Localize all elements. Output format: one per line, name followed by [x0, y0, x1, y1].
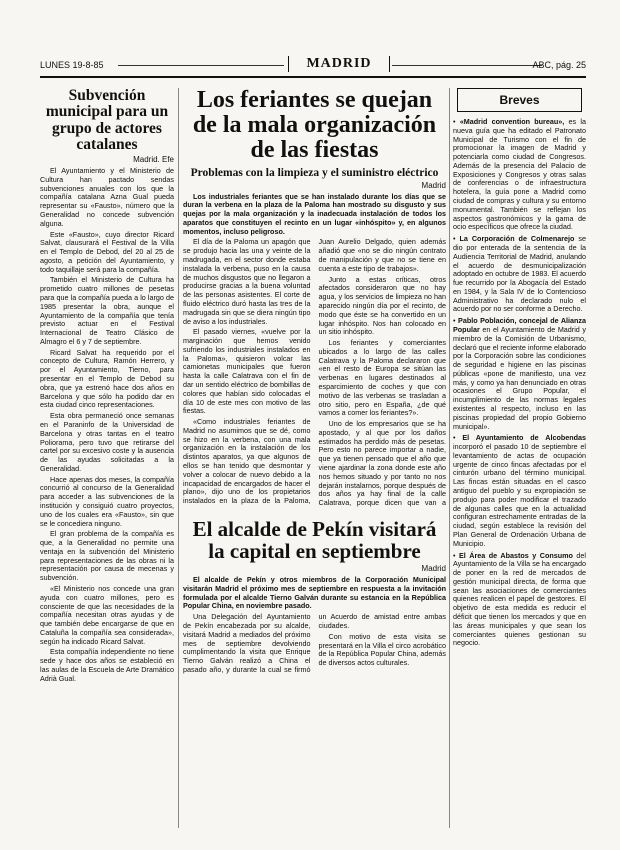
brief-text: del Ayuntamiento de la Villa se ha encargado de poner en la red de mercados de gestión municipal directa, de forma que sean las asociaciones de comerciantes quienes realicen el papel de gestores. El objetivo de esta medida es reducir el déficit que tienen los mercados y que en las áreas municipales y que sean los comerciantes quienes gestionan su negocio.	[453, 550, 586, 648]
main-article	[183, 88, 446, 828]
main-paragraph: «Como industriales feriantes de Madrid no asumimos que se dé, como se hizo en la verbena, con una mala organización en la instalación de los distintos aparatos, ya que algunos de ellos se han tenido que desmontar y volver a colocar de nuevo debido a la incapacidad de encargados de hacer el plano», dijo uno de los propietarios instalados en la plaza de la Paloma, Juan Aurelio Delgado, quien además añadió que «no se dio ningún contrato de manipulación y que no se tiene en cuenta a este tipo de trabajos».	[183, 238, 446, 506]
brief-head: La Corporación de Colmenarejo	[459, 234, 575, 244]
left-paragraph: Esta compañía independiente no tiene sede y hace dos años se estableció en las aulas de la Escuela de Arte Dramático Adrià Gual.	[40, 647, 174, 683]
second-paragraph: Una Delegación del Ayuntamiento de Pekín encabezada por su alcalde, visitará Madrid a mediados del próximo mes de septiembre devolviendo cumplimentando la visita que Enrique Tierno Galván realizó a China el pasado año, y durante la cual se firmó un Acuerdo de amistad entre ambas ciudades.	[183, 612, 446, 674]
bullet-icon: •	[453, 433, 463, 443]
left-paragraph: Este «Fausto», cuyo director Ricard Salvat, clausurará el Festival de la Villa en el Templo de Debod, del 20 al 25 de agosto, a petición del Ayuntamiento, y todo taquillaje será para la compañía.	[40, 229, 174, 274]
main-headline: Los feriantes se quejan de la mala organización de las fiestas	[192, 88, 437, 164]
left-paragraph: También el Ministerio de Cultura ha prometido cuatro millones de pesetas para que la compañía pueda a lo largo de 1985 presentar la obra, aunque el Ayuntamiento de la compañía que tenía previsto actuar en el Festival Internacional de Teatro Clásico de Almagro el 6 y 7 de septiembre.	[40, 275, 174, 346]
left-body	[40, 167, 174, 684]
left-headline: Subvención municipal para un grupo de actores catalanes	[45, 88, 169, 153]
left-paragraph: Hace apenas dos meses, la compañía concurrió al concurso de la Generalidad para acceder a las subvenciones de la institución y consiguió cuatro proyectos, uno de los cuales era «Fausto», sin que se le concediera ninguno.	[40, 474, 174, 528]
left-paragraph: El gran problema de la compañía es que, a la Generalidad no permite una ventaja en la subvención del Ministerio para representaciones de las obras ni la representación por causa de mecenas y subvención.	[40, 529, 174, 583]
brief-text: en el Ayuntamiento de Madrid y miembro de la Comisión de Urbanismo, declaró que el reciente informe elaborado por la Corporación sobre las condiciones de seguridad e higiene en las piscinas públicas «pone de manifiesto, una vez más, y como ya han denunciado en otras ocasiones el Grupo Popular, el incumplimiento de las normas legales existentes al respecto, incluso en las piscinas propiedad del propio Gobierno municipal».	[453, 324, 586, 431]
briefs-list	[453, 118, 586, 648]
column-divider-right	[449, 88, 450, 828]
left-paragraph: Esta obra permaneció once semanas en el Paraninfo de la Universidad de Barcelona y otras tantas en el teatro Poliorama, pero tuvo que retirarse del cartel por su excesivo coste y la ausencia de las ayudas solicitadas a la Generalidad.	[40, 411, 174, 473]
briefs-column	[453, 88, 586, 828]
bullet-icon: •	[453, 117, 460, 126]
brief-head: Pablo Población, concejal de Alianza Popular	[453, 316, 586, 334]
second-lead: El alcalde de Pekín y otros miembros de la Corporación Municipal visitarán Madrid el próximo mes de septiembre en respuesta a la invitación formulada por el alcalde Tierno Galván durante su estancia en la República Popular China, en noviembre pasado.	[183, 575, 446, 611]
brief-item	[453, 118, 586, 232]
brief-head: El Ayuntamiento de Alcobendas	[462, 433, 586, 443]
main-paragraph: Uno de los empresarios que se ha apostado, y al que por los daños estimados ha perdido más de pesetas. Pero esto no parece importar a nadie, que ya tienen pensado que el año que viene ajardinar la zona donde este año nos hemos situado y por tanto no nos dejarán instalarnos, porque después de dos años ya hay final de la calle Calatrava, porque dicen que van a	[318, 419, 446, 508]
main-paragraph: Junto a estas críticas, otros afectados consideraron que no hay agua, y los servicios de limpieza no han aparecido ningún día por el recinto, de modo que éste se ha convertido en un lugar inhóspito. Nos han colocado en un sitio inhóspito.	[318, 274, 446, 337]
page-header	[40, 56, 586, 76]
left-paragraph: El Ayuntamiento y el Ministerio de Cultura han pactado sendas subvenciones anuales con los que la compañía catalana Azna Gual pueda representar su «Fausto», número que la Generalidad no concede subvención alguna.	[40, 166, 174, 228]
main-paragraph: El pasado viernes, «vuelve por la marginación que hemos venido sufriendo los industriales instalados en la Paloma», quisieron volcar las camionetas municipales que fueron hasta la calle Calatrava con el fin de dar un sentido eléctrico de bombillas de colores que habían sido colocadas el día 10 de este mes con motivo de las fiestas.	[183, 327, 311, 416]
header-rule-left	[118, 65, 284, 66]
main-subheadline: Problemas con la limpieza y el suministro eléctrico	[190, 166, 439, 179]
bullet-icon: •	[453, 550, 460, 560]
main-body	[183, 238, 446, 508]
brief-item	[453, 235, 586, 314]
second-paragraph: Con motivo de esta visita se presentará en la Villa el circo acrobático de la República Popular China, además de diversos actos culturales.	[318, 631, 446, 668]
main-byline: Madrid	[421, 180, 446, 190]
left-byline: Madrid. Efe	[133, 155, 174, 165]
brief-item	[453, 317, 586, 431]
page-reference: ABC, pág. 25	[532, 60, 586, 70]
left-paragraph: «El Ministerio nos concede una gran ayuda con cuatro millones, pero es consciente de que las necesidades de la compañía necesitan otras ayudas y de que también debe encargarse de que en Cataluña la compañía sea considerada», según ha indicado Ricard Salvat.	[40, 584, 174, 646]
second-byline: Madrid	[421, 564, 446, 574]
brief-head: El Área de Abastos y Consumo	[459, 550, 573, 560]
second-article	[183, 518, 446, 675]
brief-text: incorporó el pasado 10 de septiembre el levantamiento de actas de ocupación urgente de cinco fincas afectadas por el cinturón urbano del término municipal. Las fincas están situadas en el casco antiguo del pueblo y su expropiación se produjo para poder modificar el trazado de algunas calles que en la actualidad configuran estrechamente entradas de la ciudad, según establece la revisión del Plan General de Ordenación Urbana de Municipio.	[453, 442, 586, 548]
brief-head: «Madrid convention bureau»,	[459, 117, 565, 126]
header-rule	[40, 76, 586, 78]
left-article	[40, 88, 174, 828]
section-name: MADRID	[288, 56, 390, 72]
second-headline: El alcalde de Pekín visitará la capital en septiembre	[192, 517, 437, 564]
bullet-icon: •	[453, 234, 460, 244]
briefs-title: Breves	[457, 88, 582, 112]
second-body	[183, 613, 446, 674]
brief-item	[453, 552, 586, 649]
column-divider-left	[178, 88, 179, 828]
main-lead: Los industriales feriantes que se han instalado durante los días que se duran la verbena en la plaza de la Paloma han mostrado su disgusto y sus quejas por la mala organización y la inadecuada instalación de todos los aparatos que constituyen el recinto en un lugar «inhóspito» y, en algunos momentos, incluso peligroso.	[183, 191, 446, 236]
brief-item	[453, 434, 586, 548]
header-rule-right	[392, 65, 542, 66]
brief-text: es la nueva guía que ha editado el Patronato Municipal de Turismo con el fin de promocionar la imagen de Madrid y potenciarla como ciudad de Congresos. Además de la presencia del Palacio de Exposiciones y Congresos y otras salas de conferencias o de infraestructura hotelera, la guía pone a Madrid como ciudad de compras y cultura y su entorno monumental. También se reflejan los aspectos gastronómicos y la gama de ocio específicos que ofrece la ciudad.	[453, 117, 586, 232]
brief-text: se dio por enterada de la sentencia de la Audiencia Territorial de Madrid, anulando el acuerdo de desmunicipalización adoptado en octubre de 1983. El acuerdo fue recurrido por la Abogacía del Estado en 1984, y la Sala IV de lo Contencioso Administrativo ha declarado nulo el acuerdo por no ser conforme a Derecho.	[453, 234, 586, 314]
main-paragraph: El día de la Paloma un apagón que se produjo hacia las una y veinte de la madrugada, en el sector donde estaba instalada la verbena, puso en la causa de muchos disgustos que no llegaron a producirse gracias a la buena voluntad de las personas asistentes. El corte de fluido eléctrico duró hasta las tres de la madrugada sin que se diera ningún tipo de aviso a los industriales.	[183, 238, 311, 326]
bullet-icon: •	[453, 316, 459, 326]
issue-date: LUNES 19-8-85	[40, 60, 104, 70]
main-paragraph: Los feriantes y comerciantes ubicados a lo largo de las calles Calatrava y la Paloma declararon que «en el resto de Europa se sitúan las verbenas en lugares destinados al esparcimiento de coches y que con motivo de las verbenas se trasladan a otro sitio, pero en España, ¿de qué vamos a comer los feriantes?».	[318, 338, 446, 418]
left-paragraph: Ricard Salvat ha requerido por el concepto de Cultura, Ramón Herrero, y por el Ayuntamiento, Tierno, para presentar en el Templo de Debod su obra, que ya estrenó hace dos años en Barcelona y que sólo ha podido dar en esta ciudad cinco representaciones.	[40, 347, 174, 410]
